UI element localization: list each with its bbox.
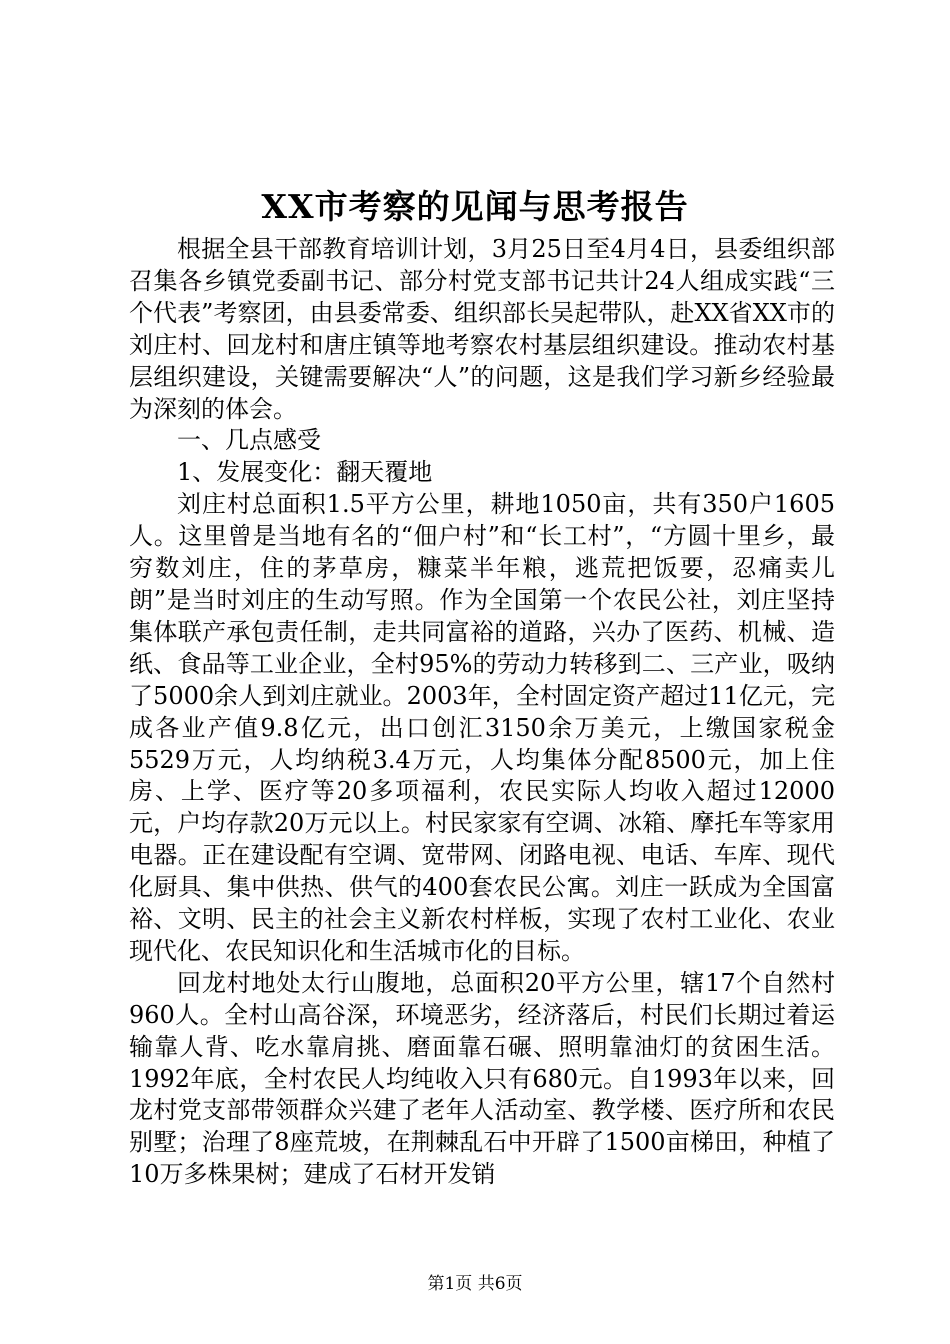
paragraph-liuzhuang: 刘庄村总面积1.5平方公里，耕地1050亩，共有350户1605人。这里曾是当地有名的“佃户村”和“长工村”，“方圆十里乡，最穷数刘庄，住的茅草房，糠菜半年粮，逃荒把饭要，忍痛卖儿朗”是当时刘庄的生动写照。作为全国第一个农民公社，刘庄坚持集体联产承包责任制，走共同富裕的道路，兴办了医药、机械、造纸、食品等工业企业，全村95%的劳动力转移到二、三产业，吸纳了5000余人到刘庄就业。2003年，全村固定资产超过11亿元，完成各业产值9.8亿元，出口创汇3150余万美元，上缴国家税金5529万元，人均纳税3.4万元，人均集体分配8500元，加上住房、上学、医疗等20多项福利，农民实际人均收入超过12000元，户均存款20万元以上。村民家家有空调、冰箱、摩托车等家用电器。正在建设配有空调、宽带网、闭路电视、电话、车库、现代化厨具、集中供热、供气的400套农民公寓。刘庄一跃成为全国富裕、文明、民主的社会主义新农村样板，实现了农村工业化、农业现代化、农民知识化和生活城市化的目标。 — [129, 490, 835, 965]
page-footer: 第1页 共6页 — [427, 1274, 523, 1294]
document-title: XX市考察的见闻与思考报告 — [261, 187, 689, 226]
paragraph-huilong: 回龙村地处太行山腹地，总面积20平方公里，辖17个自然村960人。全村山高谷深，环境恶劣，经济落后，村民们长期过着运输靠人背、吃水靠肩挑、磨面靠石碾、照明靠油灯的贫困生活。1992年底，全村农民人均纯收入只有680元。自1993年以来，回龙村党支部带领群众兴建了老年人活动室、教学楼、医疗所和农民别墅；治理了8座荒坡，在荆棘乱石中开辟了1500亩梯田，种植了10万多株果树；建成了石材开发销 — [129, 968, 835, 1189]
section-heading: 一、几点感受 — [177, 426, 321, 455]
paragraph-intro: 根据全县干部教育培训计划，3月25日至4月4日，县委组织部召集各乡镇党委副书记、部分村党支部书记共计24人组成实践“三个代表”考察团，由县委常委、组织部长吴起带队，赴XX省XX市的刘庄村、回龙村和唐庄镇等地考察农村基层组织建设。推动农村基层组织建设，关键需要解决“人”的问题，这是我们学习新乡经验最为深刻的体会。 — [129, 235, 835, 423]
document-body — [129, 234, 835, 1191]
subsection-heading: 1、发展变化：翻天覆地 — [177, 458, 433, 487]
